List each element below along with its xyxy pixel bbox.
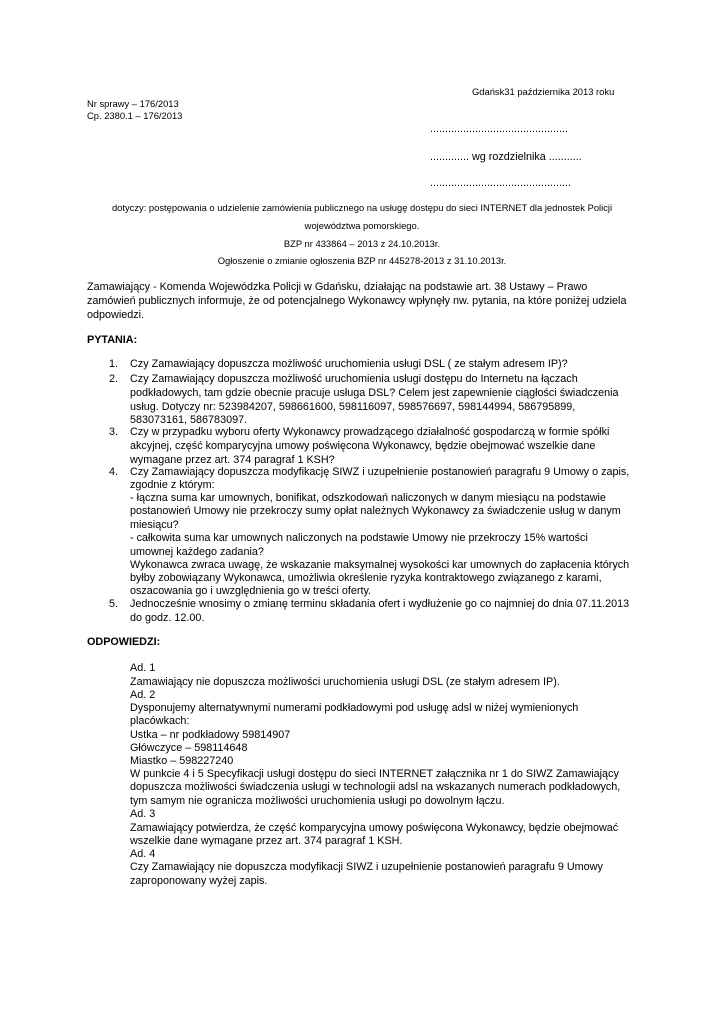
question-text: umownej każdego zadania? <box>130 546 264 558</box>
question-text: Czy w przypadku wyboru oferty Wykonawcy prowadzącego działalność gospodarczą w formie spółki <box>130 426 610 438</box>
answer-line: Czy Zamawiający nie dopuszcza modyfikacji SIWZ i uzupełnienie postanowień paragrafu 9 Umowy <box>130 861 603 873</box>
questions-heading: PYTANIA: <box>87 334 138 346</box>
question-text: Jednocześnie wnosimy o zmianę terminu składania ofert i wydłużenie go co najmniej do dnia 07.11.2013 <box>130 598 630 610</box>
answer-line: W punkcie 4 i 5 Specyfikacji usługi dostępu do sieci INTERNET załącznika nr 1 do SIWZ Zamawiający <box>130 768 619 780</box>
answer-line: Zamawiający potwierdza, że część komparycyjna umowy poświęcona Wykonawcy, będzie obejmować <box>130 822 619 834</box>
question-text: zgodnie z którym: <box>130 479 215 491</box>
subject-line-1: dotyczy: postępowania o udzielenie zamówienia publicznego na usługę dostępu do sieci INTERNET dla jednostek Policji <box>111 202 613 213</box>
answer-line: Miastko – 598227240 <box>130 755 234 767</box>
cp-number: Cp. 2380.1 – 176/2013 <box>87 110 183 121</box>
question-number: 5. <box>109 598 119 610</box>
question-text: miesiącu? <box>130 519 179 531</box>
answer-line: Główczyce – 598114648 <box>130 742 248 754</box>
answer-line: zaproponowany wyżej zapis. <box>130 875 268 887</box>
subject-line-2: województwa pomorskiego. <box>304 220 420 231</box>
answer-line: Dysponujemy alternatywnymi numerami podkładowymi pod usługę adsl w niżej wymienionych <box>130 702 579 714</box>
answer-line: Ad. 3 <box>130 808 156 820</box>
question-text: wymagane przez art. 374 paragraf 1 KSH? <box>130 454 335 466</box>
date-line: Gdańsk31 października 2013 roku <box>472 86 615 97</box>
notice-reference: Ogłoszenie o zmianie ogłoszenia BZP nr 445278-2013 z 31.10.2013r. <box>217 255 507 266</box>
case-number: Nr sprawy – 176/2013 <box>87 98 179 109</box>
question-text: 583073161, 586783097. <box>130 414 248 426</box>
question-text: podkładowych, tam gdzie obecnie pracuje usługa DSL? Celem jest zapewnienie ciągłości świadczenia <box>130 387 619 399</box>
answer-line: Ad. 4 <box>130 848 156 860</box>
question-text: byłby zobowiązany Wykonawca, umożliwia określenie ryzyka kontraktowego związanego z karami, <box>130 572 602 584</box>
answer-line: Ad. 2 <box>130 689 156 701</box>
question-text: oszacowania go i uwzględnienia go w treści oferty. <box>130 585 372 597</box>
question-text: usług. Dotyczy nr: 523984207, 598661600, 598116097, 598576697, 598144994, 586795899, <box>130 401 576 413</box>
intro-line: odpowiedzi. <box>87 309 145 321</box>
question-number: 4. <box>109 466 119 478</box>
answer-line: Ad. 1 <box>130 662 156 674</box>
answer-line: dopuszcza możliwości świadczenia usługi w technologii adsl na wskazanych numerach podkładowych, <box>130 781 621 793</box>
question-text: - całkowita suma kar umownych naliczonych na podstawie Umowy nie przekroczy 15% wartości <box>130 532 588 544</box>
intro-line: zamówień publicznych informuje, że od potencjalnego Wykonawcy wpłynęły nw. pytania, na które poniżej udziela <box>87 295 627 307</box>
question-text: Czy Zamawiający dopuszcza możliwość uruchomienia usługi DSL ( ze stałym adresem IP)? <box>130 358 568 370</box>
bzp-reference: BZP nr 433864 – 2013 z 24.10.2013r. <box>283 238 441 249</box>
intro-line: Zamawiający - Komenda Wojewódzka Policji w Gdańsku, działając na podstawie art. 38 Ustawy – Prawo <box>87 281 588 293</box>
answer-line: Zamawiający nie dopuszcza możliwości uruchomienia usługi DSL (ze stałym adresem IP). <box>130 676 560 688</box>
question-number: 1. <box>109 358 119 370</box>
question-number: 2. <box>109 373 119 385</box>
question-text: Wykonawca zwraca uwagę, że wskazanie maksymalnej wysokości kar umownych do zapłacenia których <box>130 559 630 571</box>
question-text: do godz. 12.00. <box>130 612 205 624</box>
answer-line: placówkach: <box>130 715 190 727</box>
question-text: Czy Zamawiający dopuszcza możliwość uruchomienia usługi dostępu do Internetu na łączach <box>130 373 578 385</box>
recipient-dots-2: ............................................... <box>430 177 571 189</box>
distribution-line: ............. wg rozdzielnika ........... <box>430 151 582 163</box>
answer-line: wszelkie dane wymagane przez art. 374 paragraf 1 KSH. <box>130 835 403 847</box>
answer-line: Ustka – nr podkładowy 59814907 <box>130 729 291 741</box>
answer-line: tym samym nie ogranicza możliwości uruchomienia usługi po dowolnym łączu. <box>130 795 505 807</box>
question-text: - łączna suma kar umownych, bonifikat, odszkodowań naliczonych w danym miesiącu na podstawie <box>130 492 606 504</box>
question-text: Czy Zamawiający dopuszcza modyfikację SIWZ i uzupełnienie postanowień paragrafu 9 Umowy o zapis, <box>130 466 630 478</box>
question-text: akcyjnej, część komparycyjna umowy poświęcona Wykonawcy, będzie obejmować wszelkie dane <box>130 440 596 452</box>
recipient-dots-1: .............................................. <box>430 123 568 135</box>
question-text: postanowień Umowy nie przekroczy sumy opłat należnych Wykonawcy za świadczenie usług w danym <box>130 505 621 517</box>
question-number: 3. <box>109 426 119 438</box>
answers-heading: ODPOWIEDZI: <box>87 636 161 648</box>
